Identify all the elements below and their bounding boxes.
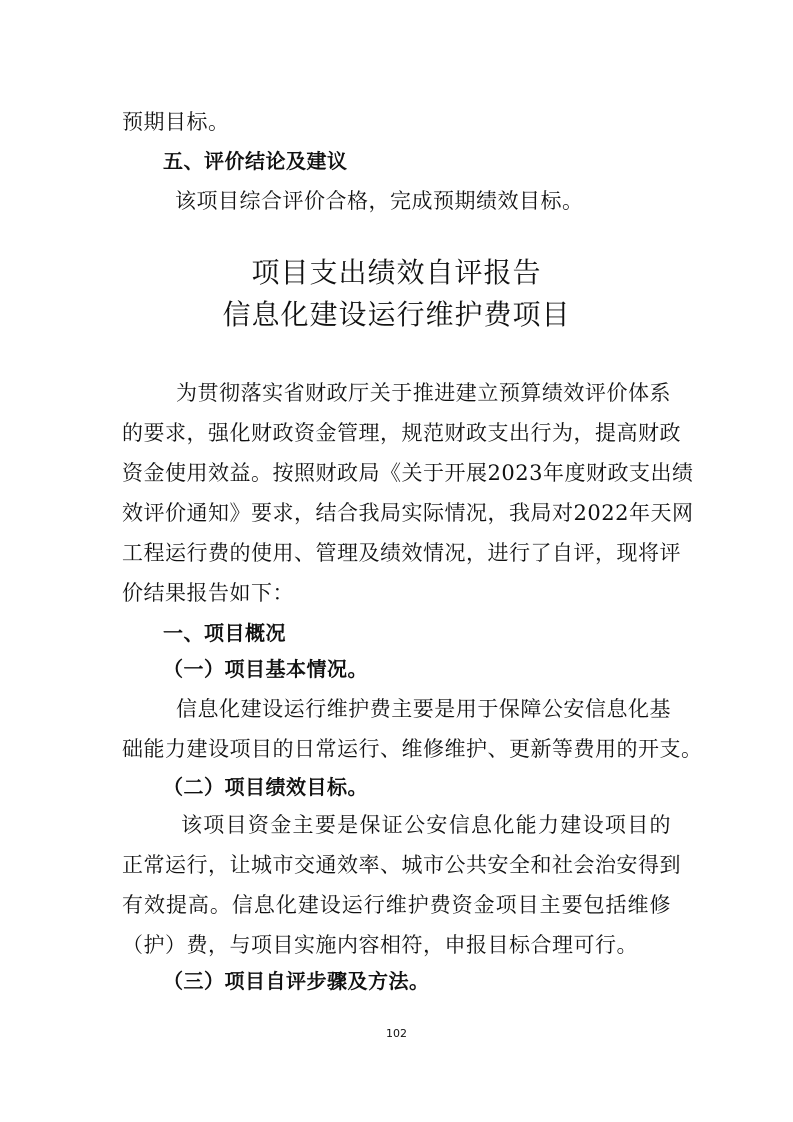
subsection-heading-evaluation-steps: （三）项目自评步骤及方法。 (163, 969, 430, 993)
report-title: 项目支出绩效自评报告 (251, 256, 542, 289)
section-heading-conclusion: 五、评价结论及建议 (163, 149, 348, 173)
intro-line: 工程运行费的使用、管理及绩效情况，进行了自评，现将评 (122, 541, 681, 565)
performance-goals-line: 有效提高。信息化建设运行维护费资金项目主要包括维修 (122, 893, 671, 917)
subsection-heading-basic-info: （一）项目基本情况。 (163, 657, 368, 681)
report-subtitle: 信息化建设运行维护费项目 (222, 298, 571, 331)
basic-info-line: 信息化建设运行维护费主要是用于保障公安信息化基 (176, 697, 671, 721)
subsection-heading-performance-goals: （二）项目绩效目标。 (163, 775, 368, 799)
intro-line: 价结果报告如下： (122, 581, 294, 605)
intro-line: 的要求，强化财政资金管理，规范财政支出行为，提高财政 (122, 421, 681, 445)
intro-line: 为贯彻落实省财政厅关于推进建立预算绩效评价体系 (176, 381, 671, 405)
section-heading-overview: 一、项目概况 (163, 621, 286, 645)
performance-goals-line: 该项目资金主要是保证公安信息化能力建设项目的 (181, 813, 671, 837)
continuation-text: 预期目标。 (122, 110, 230, 134)
conclusion-paragraph: 该项目综合评价合格，完成预期绩效目标。 (175, 189, 584, 213)
page-number: 102 (386, 1027, 407, 1040)
performance-goals-line: （护）费，与项目实施内容相符，申报目标合理可行。 (122, 933, 638, 957)
performance-goals-line: 正常运行，让城市交通效率、城市公共安全和社会治安得到 (122, 853, 681, 877)
intro-line: 资金使用效益。按照财政局《关于开展2023年度财政支出绩 (122, 461, 694, 485)
basic-info-line: 础能力建设项目的日常运行、维修维护、更新等费用的开支。 (122, 737, 703, 761)
intro-line: 效评价通知》要求，结合我局实际情况，我局对2022年天网 (122, 501, 694, 525)
